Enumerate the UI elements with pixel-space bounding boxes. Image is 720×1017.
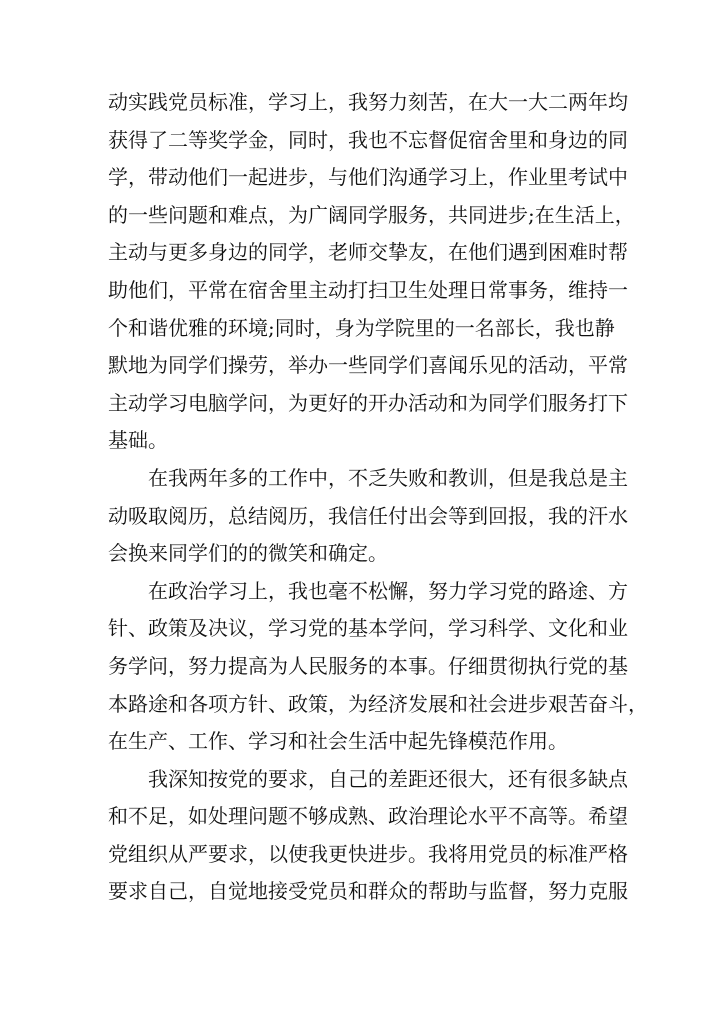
body-text	[108, 84, 648, 911]
text-line: 主动学习电脑学问，为更好的开办活动和为同学们服务打下	[108, 390, 628, 415]
text-line: 和不足，如处理问题不够成熟、政治理论水平不高等。希望	[108, 804, 628, 829]
text-line: 在生产、工作、学习和社会生活中起先锋模范作用。	[108, 729, 568, 754]
text-line: 学，带动他们一起进步，与他们沟通学习上，作业里考试中	[108, 165, 628, 190]
text-line: 务学问，努力提高为人民服务的本事。仔细贯彻执行党的基	[108, 653, 628, 678]
text-line: 动实践党员标准，学习上，我努力刻苦，在大一大二两年均	[108, 90, 628, 114]
text-line: 主动与更多身边的同学，老师交挚友，在他们遇到困难时帮	[108, 240, 628, 265]
text-line: 动吸取阅历，总结阅历，我信任付出会等到回报，我的汗水	[108, 503, 628, 528]
text-line: 针、政策及决议，学习党的基本学问，学习科学、文化和业	[108, 616, 628, 641]
paragraph-first-line: 在政治学习上，我也毫不松懈，努力学习党的路途、方	[148, 578, 628, 603]
text-line: 获得了二等奖学金，同时，我也不忘督促宿舍里和身边的同	[108, 127, 628, 152]
text-line: 默地为同学们操劳，举办一些同学们喜闻乐见的活动，平常	[108, 353, 628, 378]
text-line: 基础。	[108, 428, 168, 453]
text-line: 党组织从严要求，以使我更快进步。我将用党员的标准严格	[108, 841, 628, 866]
paragraph-first-line: 在我两年多的工作中，不乏失败和教训，但是我总是主	[148, 465, 628, 490]
text-line: 个和谐优雅的环境;同时，身为学院里的一名部长，我也静	[108, 315, 615, 340]
text-line: 会换来同学们的的微笑和确定。	[108, 541, 388, 566]
text-line: 助他们，平常在宿舍里主动打扫卫生处理日常事务，维持一	[108, 277, 628, 302]
text-line: 本路途和各项方针、政策，为经济发展和社会进步艰苦奋斗，	[108, 691, 648, 716]
text-line: 要求自己，自觉地接受党员和群众的帮助与监督，努力克服	[108, 879, 628, 904]
paragraph-first-line: 我深知按党的要求，自己的差距还很大，还有很多缺点	[148, 766, 628, 791]
text-line: 的一些问题和难点，为广阔同学服务，共同进步;在生活上，	[108, 202, 635, 227]
